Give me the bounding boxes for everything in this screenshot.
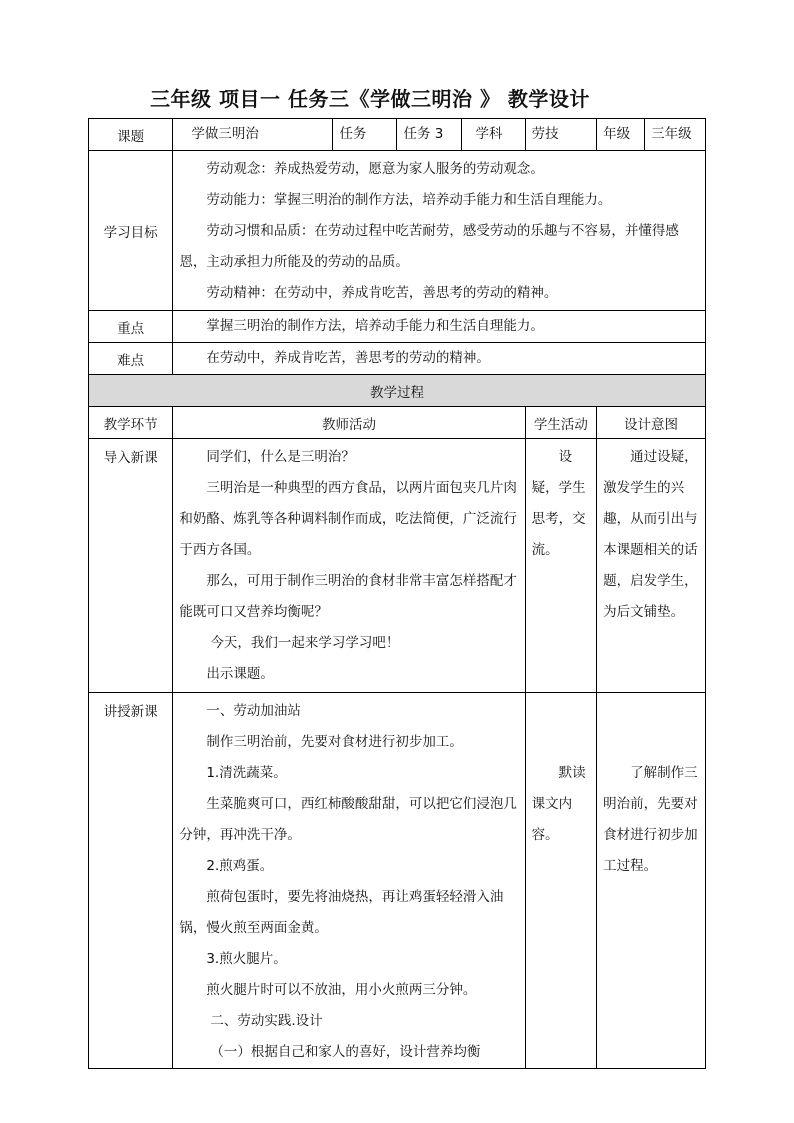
teach-row — [89, 693, 706, 1069]
goal-item: 劳动观念：养成热爱劳动，愿意为家人服务的劳动观念。 — [206, 161, 544, 177]
page-title: 三年级 项目一 任务三《学做三明治 》 教学设计 — [150, 87, 590, 111]
goal-item: 劳动能力：掌握三明治的制作方法，培养动手能力和生活自理能力。 — [206, 192, 612, 208]
process-section-title: 教学过程 — [89, 375, 706, 407]
intro-student-cell — [525, 439, 597, 693]
teach-student-cell — [525, 693, 597, 1069]
focus-row — [89, 311, 706, 343]
teach-teacher — [173, 693, 525, 1069]
teach-stage: 讲授新课 — [89, 693, 173, 1069]
intro-teacher — [173, 439, 525, 693]
teacher-line: 煎荷包蛋时，要先将油烧热，再让鸡蛋轻轻滑入油锅，慢火煎至两面金黄。 — [179, 889, 504, 936]
teacher-line: 那么，可用于制作三明治的食材非常丰富怎样搭配才能既可口又营养均衡呢？ — [179, 573, 517, 620]
teacher-line: 2.煎鸡蛋。 — [206, 858, 274, 874]
teacher-line: 今天，我们一起来学习学习吧！ — [210, 635, 400, 651]
header-row — [89, 119, 706, 151]
teacher-line: 1.清洗蔬菜。 — [206, 765, 287, 781]
teacher-line: 一、劳动加油站 — [206, 703, 301, 719]
col-header-teacher: 教师活动 — [173, 407, 525, 439]
teacher-line: 三明治是一种典型的西方食品，以两片面包夹几片肉和奶酪、炼乳等各种调料制作而成，吃法简便，广泛流行于西方各国。 — [179, 480, 517, 558]
intro-intent-cell — [597, 439, 706, 693]
lesson-label: 课题 — [89, 119, 173, 151]
task-label: 任务 — [333, 119, 397, 151]
teacher-line: （一）根据自己和家人的喜好，设计营养均衡 — [210, 1044, 481, 1060]
grade-value: 三年级 — [645, 119, 706, 151]
teach-intent-cell — [597, 693, 706, 1069]
teacher-line: 3.煎火腿片。 — [206, 951, 287, 967]
teacher-line: 二、劳动实践.设计 — [210, 1013, 323, 1029]
goal-item: 劳动精神：在劳动中，养成肯吃苦，善思考的劳动的精神。 — [206, 285, 558, 301]
lesson-value: 学做三明治 — [173, 119, 333, 151]
teacher-line: 煎火腿片时可以不放油，用小火煎两三分钟。 — [206, 982, 477, 998]
teach-intent: 了解制作三明治前，先要对食材进行初步加工过程。 — [603, 765, 698, 874]
difficulty-value: 在劳动中，养成肯吃苦，善思考的劳动的精神。 — [206, 350, 490, 366]
teacher-line: 生菜脆爽可口，西红柿酸酸甜甜，可以把它们浸泡几分钟，再冲洗干净。 — [179, 796, 517, 843]
goals-content — [173, 151, 706, 311]
goal-item: 劳动习惯和品质：在劳动过程中吃苦耐劳，感受劳动的乐趣与不容易，并懂得感恩，主动承担力所能及的劳动的品质。 — [179, 223, 679, 270]
task-value: 任务 3 — [397, 119, 461, 151]
subject-label: 学科 — [461, 119, 525, 151]
focus-cell — [173, 311, 706, 343]
subject-value: 劳技 — [525, 119, 597, 151]
difficulty-label: 难点 — [89, 343, 173, 375]
intro-row — [89, 439, 706, 693]
difficulty-row — [89, 343, 706, 375]
intro-student: 设疑，学生思考，交流。 — [531, 449, 586, 558]
col-header-intent: 设计意图 — [597, 407, 706, 439]
col-header-student: 学生活动 — [525, 407, 597, 439]
difficulty-cell — [173, 343, 706, 375]
focus-value: 掌握三明治的制作方法，培养动手能力和生活自理能力。 — [206, 318, 544, 334]
focus-label: 重点 — [89, 311, 173, 343]
intro-intent: 通过设疑，激发学生的兴趣，从而引出与本课题相关的话题，启发学生，为后文铺垫。 — [603, 449, 698, 620]
process-header-row — [89, 407, 706, 439]
col-header-stage: 教学环节 — [89, 407, 173, 439]
goals-row — [89, 151, 706, 311]
grade-label: 年级 — [597, 119, 645, 151]
goals-label: 学习目标 — [89, 151, 173, 311]
teach-student: 默读课文内容。 — [531, 765, 586, 843]
teacher-line: 同学们，什么是三明治？ — [206, 449, 355, 465]
teacher-line: 出示课题。 — [206, 666, 274, 682]
intro-stage: 导入新课 — [89, 439, 173, 693]
teacher-line: 制作三明治前，先要对食材进行初步加工。 — [206, 734, 463, 750]
lesson-plan-table — [88, 118, 706, 1069]
process-title-row — [89, 375, 706, 407]
